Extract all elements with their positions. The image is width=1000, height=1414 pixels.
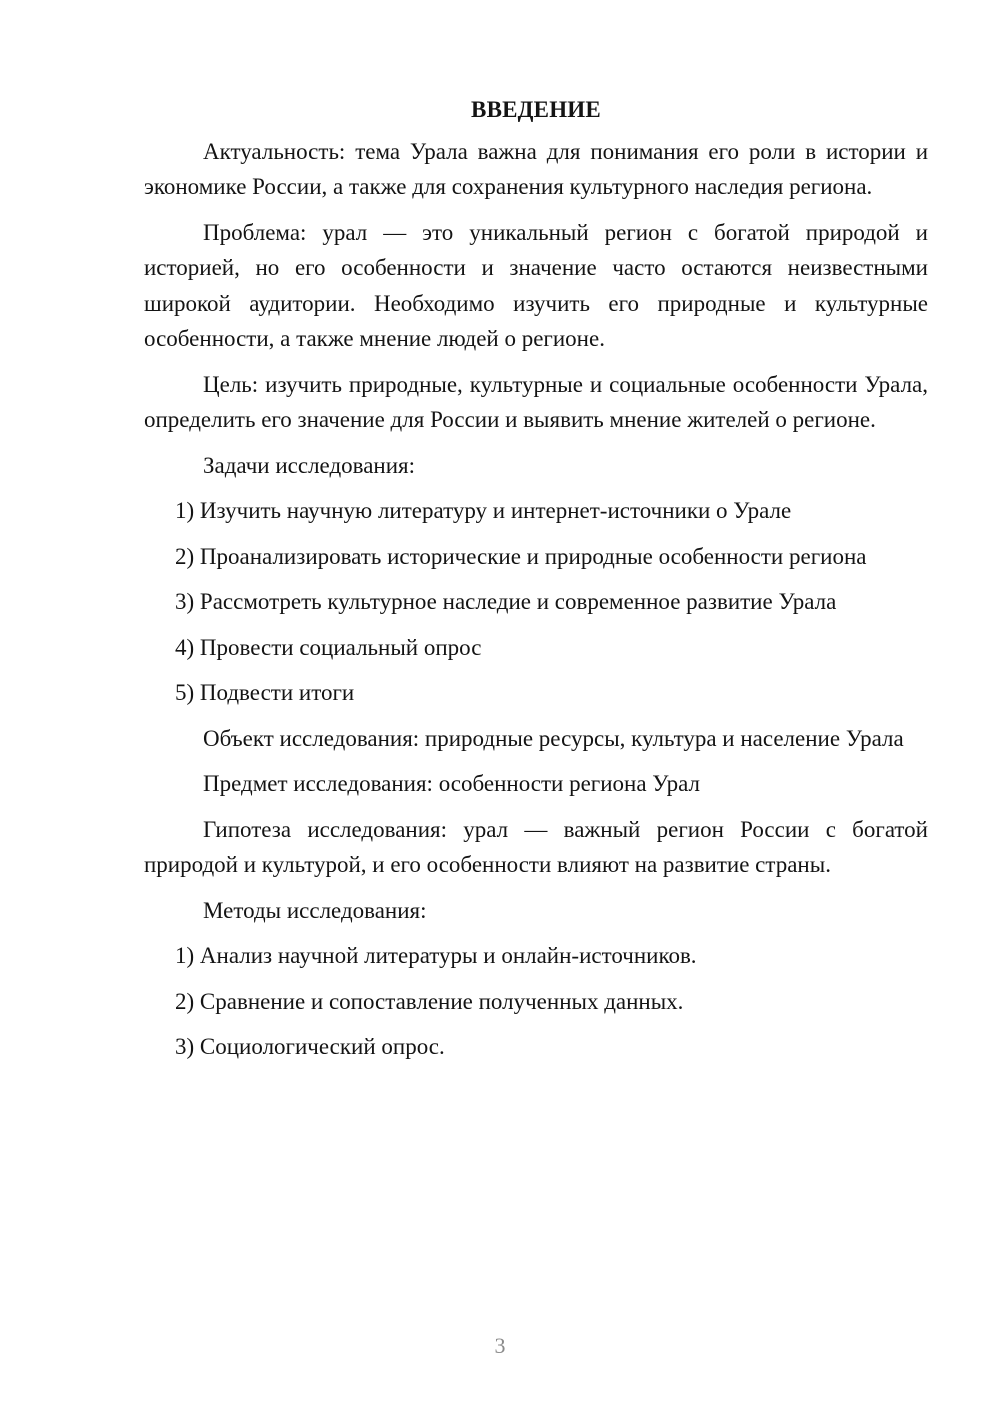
paragraph-subject: Предмет исследования: особенности региона Урал [203,771,700,796]
list-item: 4) Провести социальный опрос [175,634,482,660]
tasks-list [144,493,928,711]
paragraph-hypothesis: Гипотеза исследования: урал — важный регион России с богатой природой и культурой, и его особенности влияют на развитие страны. [144,816,928,877]
list-item: 2) Сравнение и сопоставление полученных данных. [175,988,684,1014]
page-number: 3 [494,1333,506,1358]
methods-heading: Методы исследования: [203,897,427,923]
paragraph-problem: Проблема: урал — это уникальный регион с богатой природой и историей, но его особенности и значение часто остаются неизвестными широкой аудитории. Необходимо изучить его природные и культурные особенности, а также мнение людей о регионе. [144,219,928,351]
list-item: 5) Подвести итоги [175,680,355,705]
document-page [144,92,928,1075]
paragraph-object: Объект исследования: природные ресурсы, культура и население Урала [203,725,904,751]
list-item: 2) Проанализировать исторические и природные особенности региона [175,543,867,569]
tasks-heading: Задачи исследования: [203,452,416,478]
list-item: 3) Социологический опрос. [175,1034,445,1059]
list-item: 3) Рассмотреть культурное наследие и современное развитие Урала [175,589,837,614]
paragraph-relevance: Актуальность: тема Урала важна для понимания его роли в истории и экономике России, а также для сохранения культурного наследия региона. [144,138,928,199]
methods-list [144,938,928,1065]
list-item: 1) Изучить научную литературу и интернет-источники о Урале [175,498,792,523]
page-title: ВВЕДЕНИЕ [471,97,601,122]
paragraph-goal: Цель: изучить природные, культурные и социальные особенности Урала, определить его значение для России и выявить мнение жителей о регионе. [144,371,928,432]
list-item: 1) Анализ научной литературы и онлайн-источников. [175,943,697,968]
